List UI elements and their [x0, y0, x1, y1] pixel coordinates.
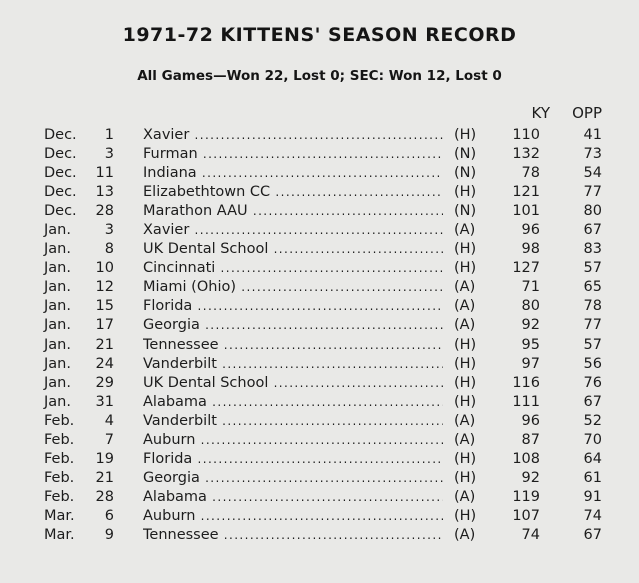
- game-opp-score: 74: [583, 507, 602, 524]
- game-opponent: Vanderbilt .....: [143, 412, 443, 431]
- game-row: [0, 259, 639, 278]
- game-month: Dec.: [44, 203, 77, 220]
- game-month: Dec.: [44, 184, 77, 201]
- game-month: Jan.: [44, 279, 71, 296]
- game-opponent: UK Dental School .....: [143, 240, 443, 259]
- game-site: (H): [454, 469, 477, 486]
- games-table: [0, 126, 639, 545]
- game-opponent: Indiana .....: [143, 164, 443, 183]
- column-header-opp: OPP: [572, 104, 602, 122]
- game-day: 28: [95, 488, 114, 505]
- game-site: (H): [454, 450, 477, 467]
- game-opp-score: 70: [583, 431, 602, 448]
- game-month: Feb.: [44, 431, 75, 448]
- game-day: 17: [95, 317, 114, 334]
- game-opponent: Alabama .....: [143, 393, 443, 412]
- game-row: [0, 297, 639, 316]
- game-row: [0, 526, 639, 545]
- game-site: (A): [454, 317, 476, 334]
- game-site: (A): [454, 431, 476, 448]
- game-opp-score: 80: [583, 203, 602, 220]
- page-title: 1971-72 KITTENS' SEASON RECORD: [122, 24, 517, 46]
- game-ky-score: 107: [512, 507, 540, 524]
- game-site: (A): [454, 298, 476, 315]
- game-opponent: Xavier .....: [143, 221, 443, 240]
- game-row: [0, 374, 639, 393]
- game-opponent: Alabama .....: [143, 488, 443, 507]
- game-row: [0, 336, 639, 355]
- game-row: [0, 202, 639, 221]
- game-day: 28: [95, 203, 114, 220]
- game-opp-score: 76: [583, 374, 602, 391]
- game-month: Feb.: [44, 412, 75, 429]
- game-site: (H): [454, 507, 477, 524]
- game-opp-score: 78: [583, 298, 602, 315]
- game-month: Mar.: [44, 526, 75, 543]
- game-ky-score: 96: [521, 222, 540, 239]
- game-row: [0, 431, 639, 450]
- game-ky-score: 95: [521, 336, 540, 353]
- game-site: (H): [454, 184, 477, 201]
- game-day: 21: [95, 336, 114, 353]
- game-site: (N): [454, 203, 477, 220]
- game-ky-score: 97: [521, 355, 540, 372]
- game-month: Mar.: [44, 507, 75, 524]
- game-ky-score: 98: [521, 241, 540, 258]
- game-month: Jan.: [44, 222, 71, 239]
- game-day: 29: [95, 374, 114, 391]
- game-day: 3: [104, 222, 114, 239]
- game-month: Jan.: [44, 374, 71, 391]
- game-ky-score: 108: [512, 450, 540, 467]
- game-opp-score: 56: [583, 355, 602, 372]
- game-ky-score: 101: [512, 203, 540, 220]
- game-opp-score: 77: [583, 184, 602, 201]
- game-opp-score: 41: [583, 127, 602, 143]
- game-month: Feb.: [44, 488, 75, 505]
- game-site: (H): [454, 241, 477, 258]
- game-month: Jan.: [44, 393, 71, 410]
- game-opponent: Xavier .....: [143, 126, 443, 145]
- game-day: 11: [95, 165, 114, 182]
- game-ky-score: 111: [512, 393, 540, 410]
- game-day: 21: [95, 469, 114, 486]
- game-row: [0, 164, 639, 183]
- game-opp-score: 73: [583, 146, 602, 163]
- game-row: [0, 507, 639, 526]
- game-ky-score: 80: [521, 298, 540, 315]
- game-opponent: Tennessee .....: [143, 526, 443, 545]
- game-month: Dec.: [44, 127, 77, 143]
- game-row: [0, 450, 639, 469]
- game-opponent: Furman .....: [143, 145, 443, 164]
- game-site: (H): [454, 355, 477, 372]
- game-opp-score: 61: [583, 469, 602, 486]
- game-site: (A): [454, 526, 476, 543]
- game-opp-score: 67: [583, 393, 602, 410]
- game-ky-score: 110: [512, 127, 540, 143]
- game-day: 19: [95, 450, 114, 467]
- game-site: (H): [454, 393, 477, 410]
- game-opponent: Auburn .....: [143, 507, 443, 526]
- game-opponent: Vanderbilt .....: [143, 355, 443, 374]
- game-day: 10: [95, 260, 114, 277]
- game-opponent: Georgia .....: [143, 469, 443, 488]
- game-ky-score: 74: [521, 526, 540, 543]
- game-month: Feb.: [44, 450, 75, 467]
- game-opponent: Tennessee .....: [143, 336, 443, 355]
- game-site: (N): [454, 146, 477, 163]
- game-month: Jan.: [44, 241, 71, 258]
- game-row: [0, 183, 639, 202]
- game-ky-score: 127: [512, 260, 540, 277]
- game-opponent: Miami (Ohio) .....: [143, 278, 443, 297]
- game-opponent: Florida .....: [143, 297, 443, 316]
- game-opp-score: 91: [583, 488, 602, 505]
- game-opponent: Florida .....: [143, 450, 443, 469]
- game-month: Jan.: [44, 336, 71, 353]
- game-day: 12: [95, 279, 114, 296]
- game-ky-score: 92: [521, 469, 540, 486]
- game-opp-score: 52: [583, 412, 602, 429]
- game-ky-score: 119: [512, 488, 540, 505]
- game-site: (H): [454, 260, 477, 277]
- game-row: [0, 393, 639, 412]
- game-opp-score: 67: [583, 526, 602, 543]
- game-opp-score: 83: [583, 241, 602, 258]
- game-day: 9: [104, 526, 114, 543]
- column-header-ky: KY: [531, 104, 550, 122]
- game-day: 7: [104, 431, 114, 448]
- game-ky-score: 116: [512, 374, 540, 391]
- game-opp-score: 67: [583, 222, 602, 239]
- game-day: 24: [95, 355, 114, 372]
- game-row: [0, 126, 639, 145]
- game-site: (H): [454, 127, 477, 143]
- game-day: 31: [95, 393, 114, 410]
- game-opponent: Auburn .....: [143, 431, 443, 450]
- game-ky-score: 71: [521, 279, 540, 296]
- game-month: Jan.: [44, 260, 71, 277]
- game-row: [0, 145, 639, 164]
- game-site: (A): [454, 488, 476, 505]
- game-ky-score: 92: [521, 317, 540, 334]
- game-month: Dec.: [44, 146, 77, 163]
- game-row: [0, 412, 639, 431]
- game-site: (H): [454, 336, 477, 353]
- game-opp-score: 54: [583, 165, 602, 182]
- game-row: [0, 355, 639, 374]
- game-day: 1: [104, 127, 114, 143]
- game-ky-score: 87: [521, 431, 540, 448]
- game-month: Jan.: [44, 298, 71, 315]
- game-opponent: Elizabethtown CC .....: [143, 183, 443, 202]
- game-opponent: Marathon AAU .....: [143, 202, 443, 221]
- game-opponent: UK Dental School .....: [143, 374, 443, 393]
- game-opp-score: 77: [583, 317, 602, 334]
- game-site: (A): [454, 222, 476, 239]
- game-opp-score: 57: [583, 260, 602, 277]
- game-month: Jan.: [44, 355, 71, 372]
- game-ky-score: 78: [521, 165, 540, 182]
- game-ky-score: 121: [512, 184, 540, 201]
- game-opponent: Cincinnati .....: [143, 259, 443, 278]
- game-row: [0, 221, 639, 240]
- game-day: 4: [104, 412, 114, 429]
- game-site: (N): [454, 165, 477, 182]
- game-month: Feb.: [44, 469, 75, 486]
- game-site: (H): [454, 374, 477, 391]
- game-row: [0, 469, 639, 488]
- game-day: 8: [104, 241, 114, 258]
- game-row: [0, 278, 639, 297]
- game-month: Dec.: [44, 165, 77, 182]
- game-day: 6: [104, 507, 114, 524]
- game-opp-score: 65: [583, 279, 602, 296]
- season-summary: All Games—Won 22, Lost 0; SEC: Won 12, Lost 0: [137, 68, 502, 84]
- game-day: 13: [95, 184, 114, 201]
- game-site: (A): [454, 412, 476, 429]
- game-ky-score: 132: [512, 146, 540, 163]
- game-site: (A): [454, 279, 476, 296]
- game-row: [0, 316, 639, 335]
- game-row: [0, 240, 639, 259]
- game-row: [0, 488, 639, 507]
- game-month: Jan.: [44, 317, 71, 334]
- game-opponent: Georgia .....: [143, 316, 443, 335]
- game-opp-score: 57: [583, 336, 602, 353]
- game-opp-score: 64: [583, 450, 602, 467]
- game-day: 15: [95, 298, 114, 315]
- game-ky-score: 96: [521, 412, 540, 429]
- game-day: 3: [104, 146, 114, 163]
